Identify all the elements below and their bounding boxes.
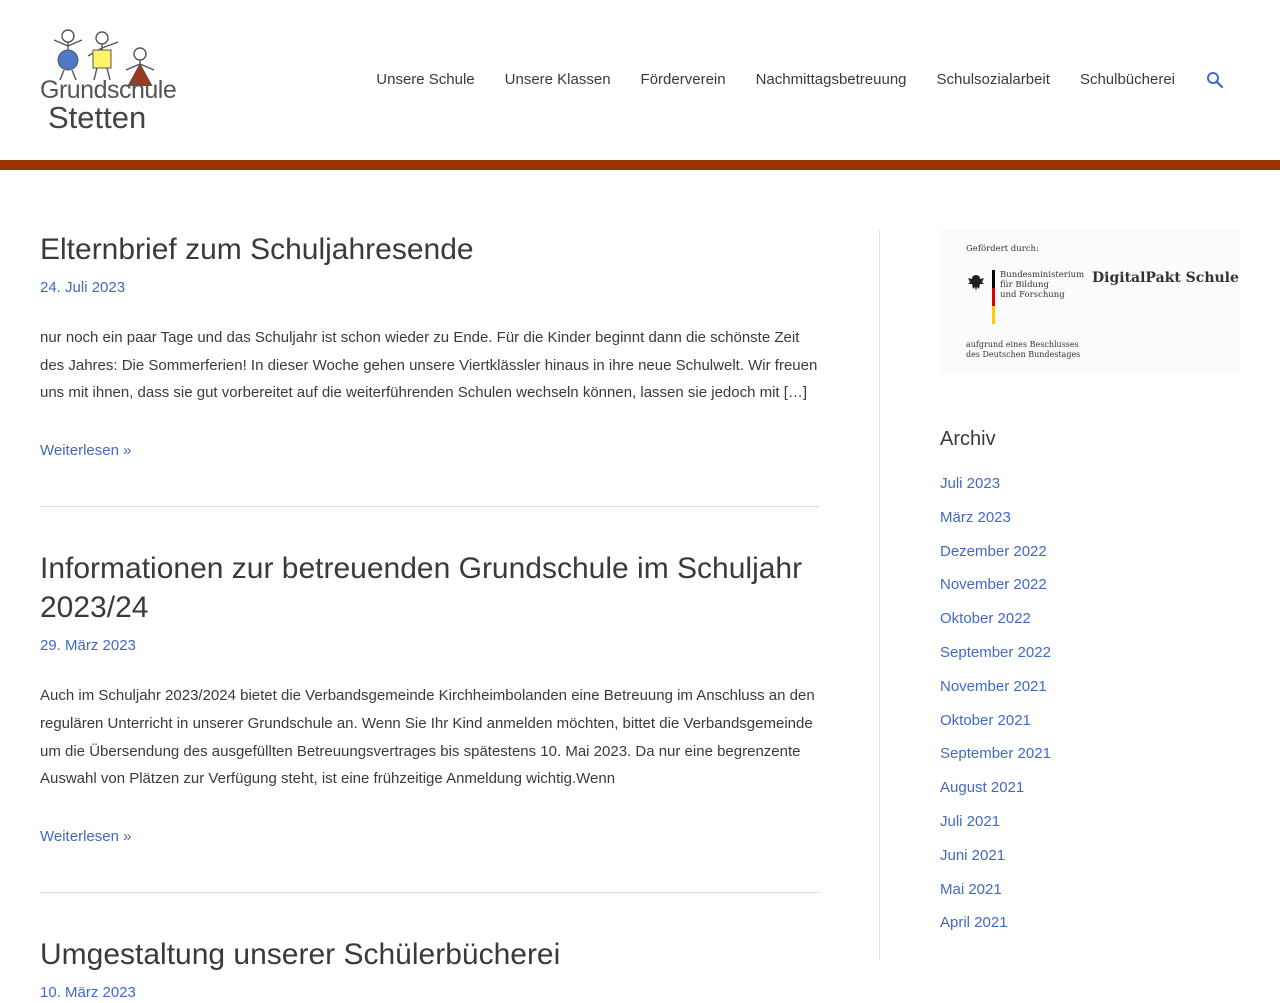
archive-item [940, 846, 1240, 866]
funded-by-label: Gefördert durch: [966, 244, 1039, 254]
post-divider [40, 892, 819, 893]
digitalpakt-title: DigitalPakt Schule [1092, 270, 1239, 286]
digitalpakt-banner[interactable] [940, 230, 1240, 375]
main-navigation [346, 70, 1224, 90]
archive-link[interactable]: Juli 2023 [940, 475, 1001, 492]
logo-text-line1: Grundschule [40, 76, 177, 104]
post-excerpt: Auch im Schuljahr 2023/2024 bietet die Verbandsgemeinde Kirchheimbolanden eine Betreuung im Anschluss an den regulären Unterricht in unserer Grundschule an. Wenn Sie Ihr Kind anmelden möchten, bittet die Verbandsgemeinde um die Übersendung des ausgefüllten Betreuungsvertrages bis spätestens 10. Mai 2023. Da nur eine begrenzente Auswahl von Plätzen zur Verfügung steht, ist eine frühzeitige Anmeldung wichtig.Wenn [40, 687, 815, 788]
archive-item [940, 812, 1240, 832]
post-article [40, 230, 819, 507]
archive-link[interactable]: Juli 2021 [940, 812, 1001, 830]
archive-link[interactable]: Oktober 2022 [940, 610, 1031, 628]
archive-link[interactable]: September 2021 [940, 745, 1051, 763]
archive-link[interactable]: Dezember 2022 [940, 542, 1047, 560]
resolution-note-line2: des Deutschen Bundestages [966, 350, 1081, 359]
post-date[interactable]: 10. März 2023 [40, 983, 136, 1001]
federal-eagle-icon [965, 272, 987, 294]
post-title[interactable]: Informationen zur betreuenden Grundschule im Schuljahr 2023/24 [40, 552, 803, 625]
school-logo[interactable] [40, 26, 177, 136]
post-date[interactable]: 24. Juli 2023 [40, 279, 126, 296]
ministry-line3: und Forschung [1000, 290, 1065, 300]
archive-link[interactable]: August 2021 [940, 779, 1025, 797]
archive-link[interactable]: Juni 2021 [940, 846, 1006, 864]
read-more-link[interactable]: Weiterlesen » [40, 827, 132, 845]
brand-bar [0, 160, 1280, 170]
post-title[interactable]: Umgestaltung unserer Schülerbücherei [40, 937, 561, 971]
archive-item [940, 474, 1240, 494]
archive-item [940, 643, 1240, 663]
archive-item [940, 711, 1240, 731]
archive-item [940, 609, 1240, 629]
nav-item-schulbuecherei[interactable]: Schulbücherei [1079, 71, 1175, 88]
post-divider [40, 506, 819, 507]
archive-item [940, 778, 1240, 798]
post-article [40, 935, 819, 1003]
archive-item [940, 542, 1240, 562]
archive-link[interactable]: Oktober 2021 [940, 711, 1031, 729]
post-title[interactable]: Elternbrief zum Schuljahresende [40, 233, 474, 266]
archive-link[interactable]: April 2021 [940, 914, 1008, 932]
logo-text-line2: Stetten [48, 100, 147, 135]
post-excerpt: nur noch ein paar Tage und das Schuljahr ist schon wieder zu Ende. Für die Kinder beginnt dann die schönste Zeit des Jahres: Die Sommerferien! In dieser Woche gehen unsere Viertklässler hinaus in ihre neue Schulwelt. Wir freuen uns mit ihnen, dass sie gut vorbereitet auf die weiterführenden Schulen wechseln können, lassen sie jedoch mit […] [40, 329, 818, 402]
archive-item [940, 913, 1240, 933]
archive-item [940, 575, 1240, 595]
search-icon[interactable] [1206, 71, 1224, 89]
nav-item-unsere-klassen[interactable]: Unsere Klassen [504, 71, 611, 88]
archive-link[interactable]: September 2022 [940, 643, 1051, 661]
archive-heading: Archiv [940, 428, 996, 450]
archive-item [940, 880, 1240, 900]
archive-link[interactable]: November 2021 [940, 677, 1047, 695]
nav-item-foerderverein[interactable]: Förderverein [640, 71, 726, 88]
archive-item [940, 677, 1240, 697]
nav-item-schulsozialarbeit[interactable]: Schulsozialarbeit [936, 71, 1050, 88]
archive-item [940, 508, 1240, 528]
archive-link[interactable]: November 2022 [940, 576, 1047, 594]
resolution-note-line1: aufgrund eines Beschlusses [966, 340, 1079, 349]
archive-item [940, 744, 1240, 764]
ministry-line1: Bundesministerium [1000, 270, 1085, 280]
nav-item-nachmittagsbetreuung[interactable]: Nachmittagsbetreuung [755, 71, 907, 88]
nav-item-unsere-schule[interactable]: Unsere Schule [376, 71, 475, 88]
archive-link[interactable]: Mai 2021 [940, 880, 1002, 898]
post-date[interactable]: 29. März 2023 [40, 637, 136, 655]
archive-link[interactable]: März 2023 [940, 508, 1011, 526]
read-more-link[interactable]: Weiterlesen » [40, 442, 132, 460]
post-list [40, 230, 819, 1003]
archive-list [940, 474, 1240, 933]
german-flag-stripe [992, 270, 995, 324]
site-header [0, 0, 1280, 160]
ministry-line2: für Bildung [1000, 280, 1049, 290]
sidebar-divider [879, 230, 880, 960]
post-article [40, 549, 819, 893]
sidebar [940, 230, 1240, 947]
